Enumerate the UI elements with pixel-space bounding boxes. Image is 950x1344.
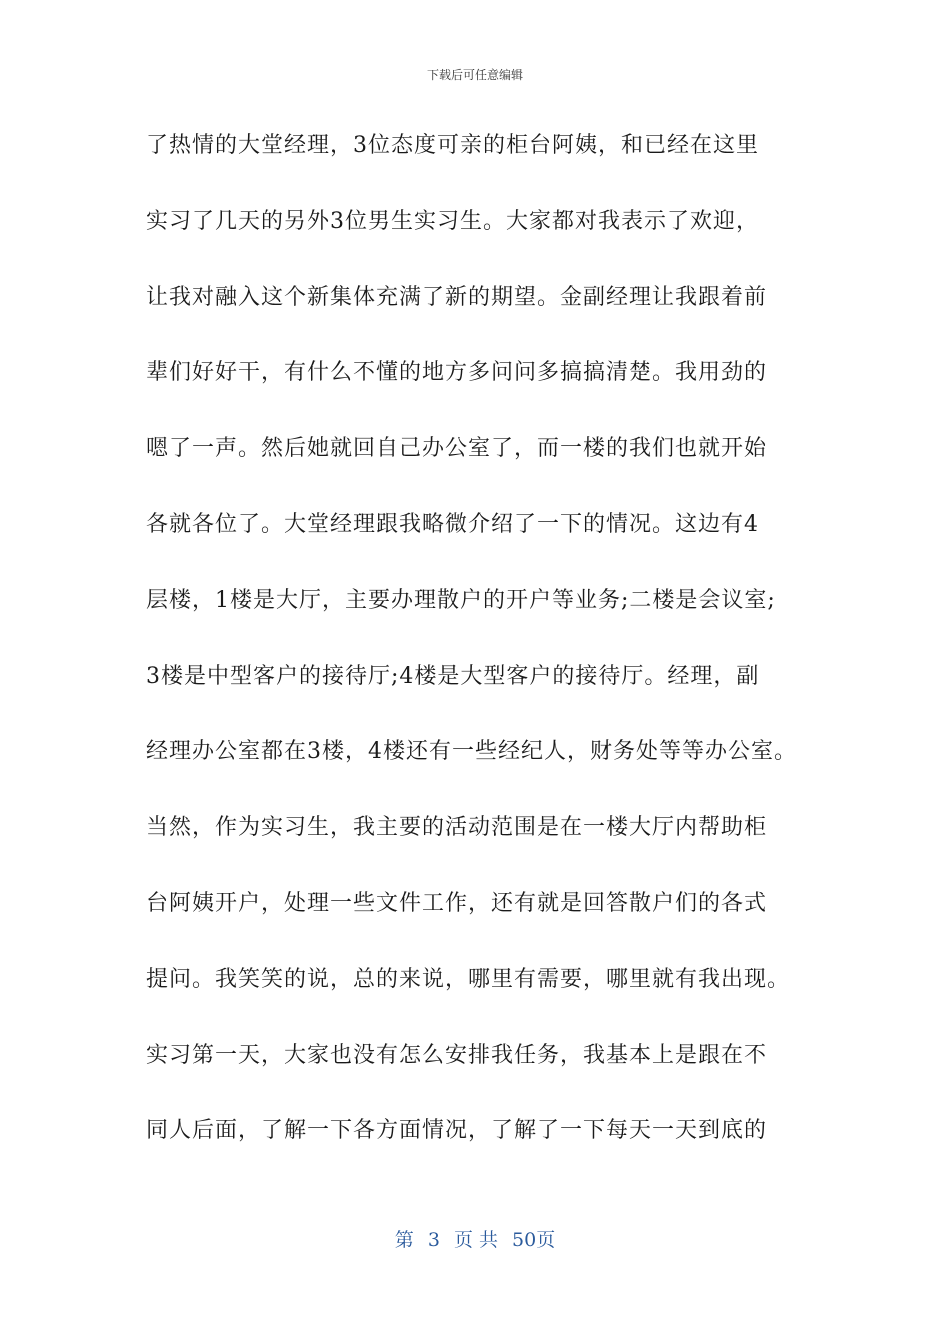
body-line: 3楼是中型客户的接待厅;4楼是大型客户的接待厅。经理，副	[146, 663, 760, 689]
body-line: 当然，作为实习生，我主要的活动范围是在一楼大厅内帮助柜	[146, 815, 768, 841]
body-line: 实习第一天，大家也没有怎么安排我任务，我基本上是跟在不	[146, 1042, 768, 1068]
document-body	[146, 126, 836, 1187]
body-line: 让我对融入这个新集体充满了新的期望。金副经理让我跟着前	[146, 284, 768, 310]
footer-middle: 页 共	[453, 1229, 498, 1251]
body-line: 经理办公室都在3楼，4楼还有一些经纪人，财务处等等办公室。	[146, 739, 797, 765]
body-line: 辈们好好干，有什么不懂的地方多问问多搞搞清楚。我用劲的	[146, 360, 768, 386]
body-line: 台阿姨开户，处理一些文件工作，还有就是回答散户们的各式	[146, 890, 768, 916]
body-line: 提问。我笑笑的说，总的来说，哪里有需要，哪里就有我出现。	[146, 966, 791, 992]
body-line: 同人后面，了解一下各方面情况，了解了一下每天一天到底的	[146, 1118, 768, 1144]
footer-prefix: 第	[394, 1229, 414, 1251]
body-line: 层楼，1楼是大厅，主要办理散户的开户等业务;二楼是会议室;	[146, 587, 776, 613]
page-footer	[0, 1225, 950, 1252]
body-line: 嗯了一声。然后她就回自己办公室了，而一楼的我们也就开始	[146, 436, 768, 462]
body-line: 实习了几天的另外3位男生实习生。大家都对我表示了欢迎，	[146, 208, 759, 234]
current-page-number: 3	[427, 1229, 440, 1251]
body-line: 各就各位了。大堂经理跟我略微介绍了一下的情况。这边有4	[146, 511, 759, 537]
body-line: 了热情的大堂经理，3位态度可亲的柜台阿姨，和已经在这里	[146, 133, 759, 158]
page-header: 下载后可任意编辑	[426, 68, 523, 82]
total-pages: 50页	[512, 1229, 556, 1251]
